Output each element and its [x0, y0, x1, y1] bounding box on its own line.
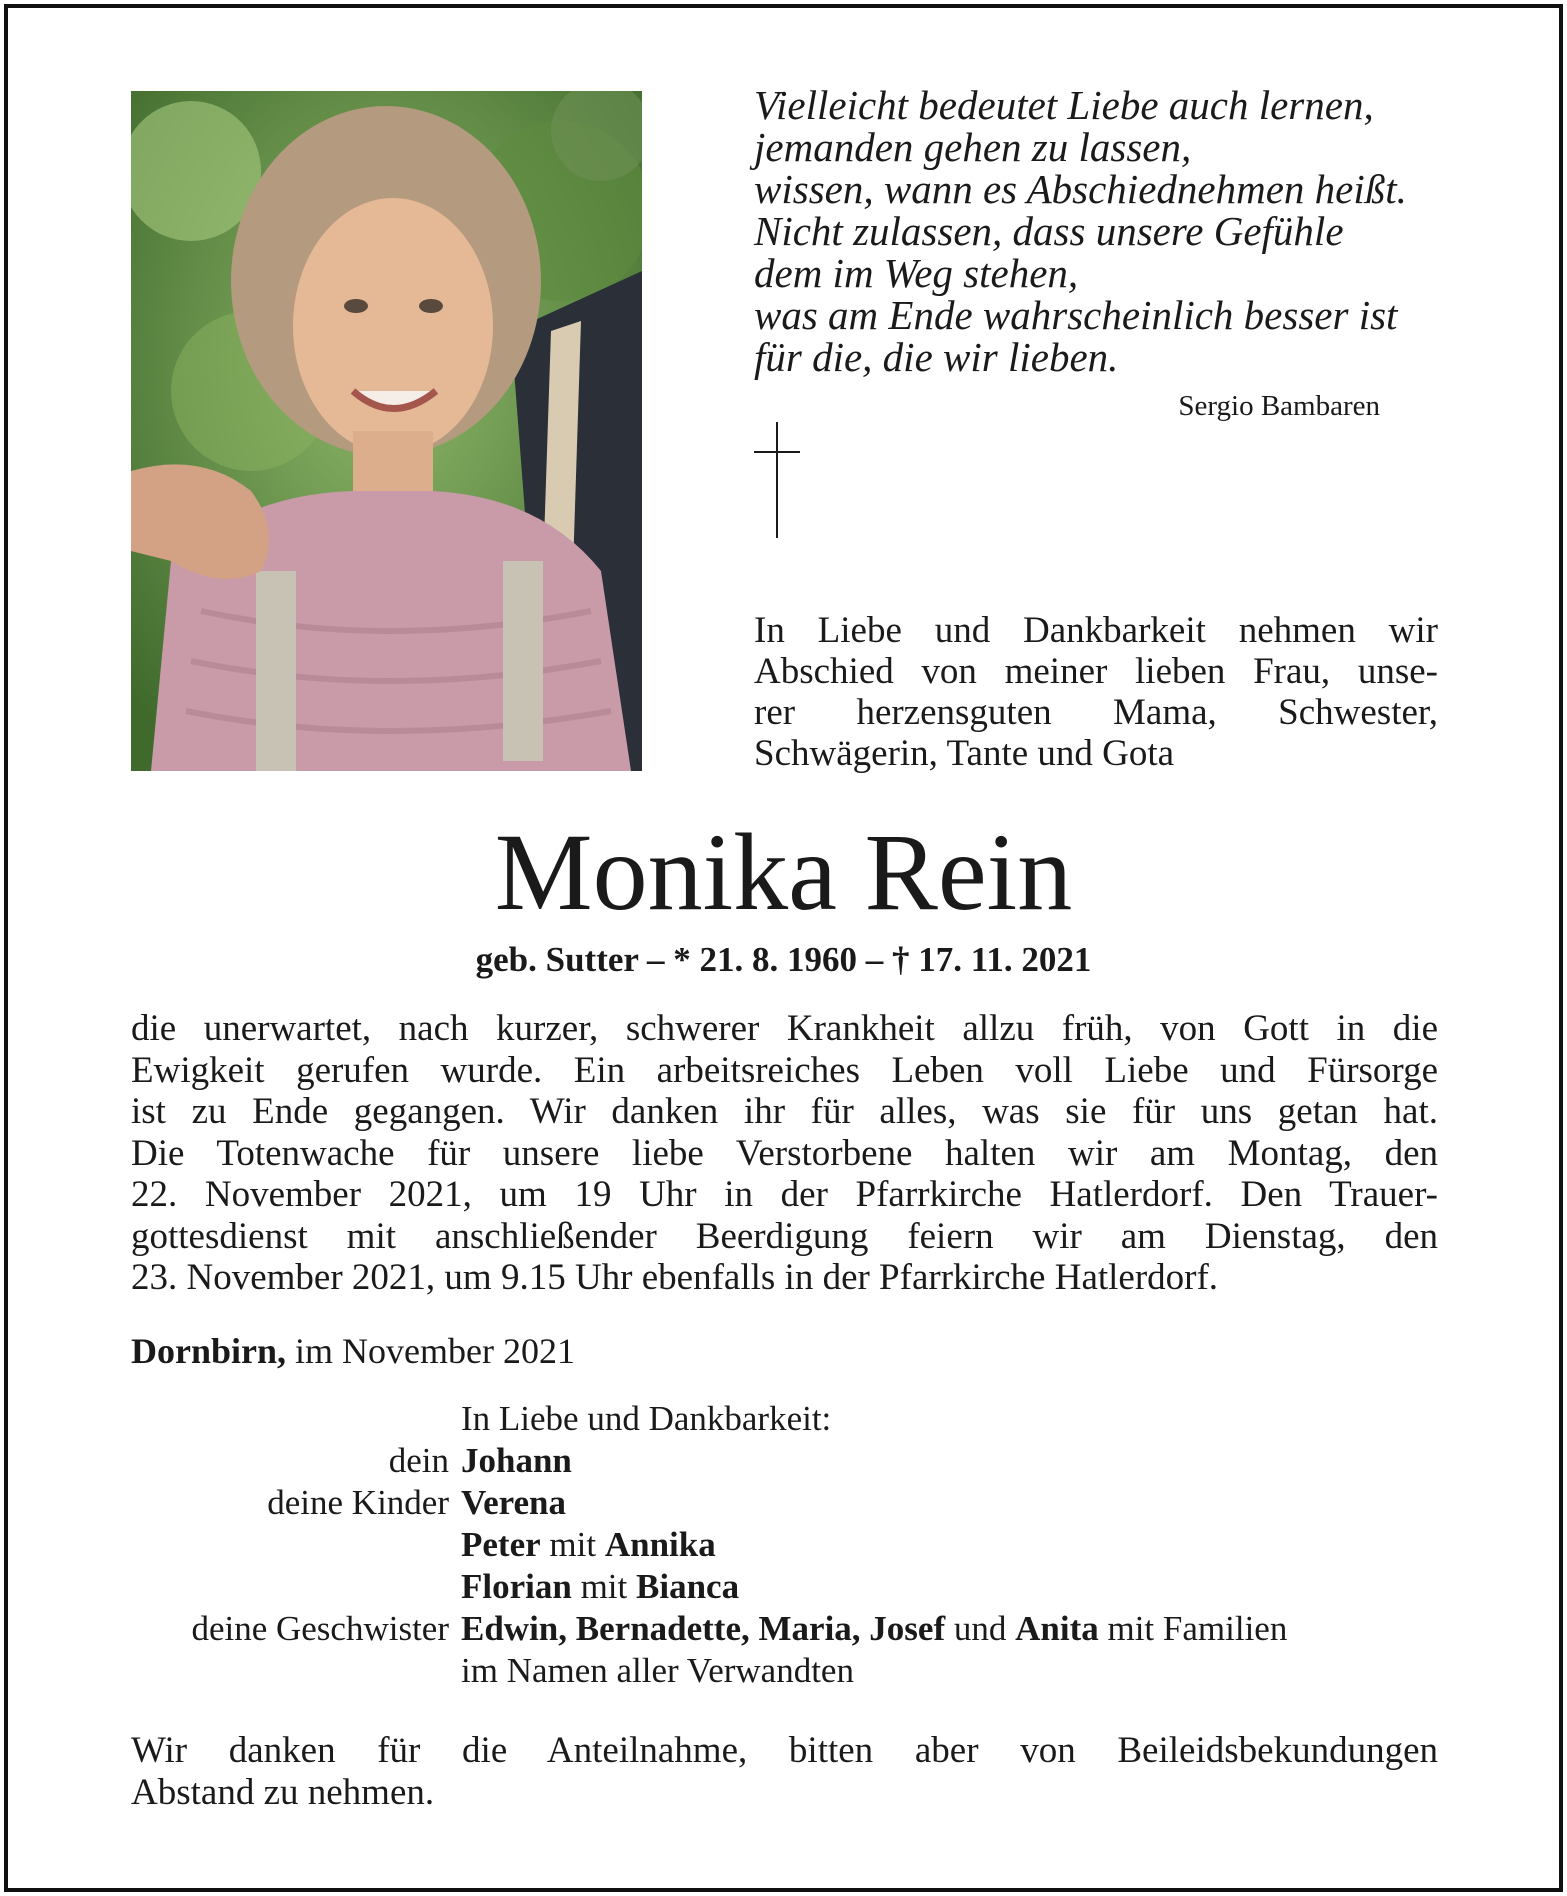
cross-icon: [754, 422, 800, 538]
signature-connector: mit Familien: [1098, 1609, 1288, 1648]
signature-row: [131, 1650, 1441, 1692]
body-text: [131, 1008, 1438, 1299]
signature-connector: im Namen aller Verwandten: [461, 1651, 854, 1690]
closing-text: [131, 1730, 1438, 1814]
place-date: [131, 1330, 575, 1372]
signature-connector: mit: [571, 1567, 637, 1606]
intro-line: Abschied von meiner lieben Frau, unse-: [754, 651, 1438, 692]
signature-relation: dein: [388, 1441, 449, 1480]
deceased-dates: geb. Sutter – * 21. 8. 1960 – † 17. 11. 2021: [475, 940, 1092, 979]
signatory-name: Peter: [461, 1525, 541, 1564]
signature-row: [131, 1482, 1441, 1524]
signature-names: [461, 1650, 854, 1692]
signature-names: [461, 1608, 1287, 1650]
intro-text: [754, 610, 1438, 774]
intro-line: In Liebe und Dankbarkeit nehmen wir: [754, 610, 1438, 651]
signature-connector: und: [945, 1609, 1016, 1648]
signature-names: [461, 1566, 739, 1608]
portrait-illustration: [131, 91, 642, 771]
signature-row: [131, 1566, 1441, 1608]
body-line: gottesdienst mit anschließender Beerdigung feiern wir am Dienstag, den: [131, 1215, 1438, 1257]
place-city: Dornbirn,: [131, 1331, 287, 1371]
poem-author: Sergio Bambaren: [1178, 390, 1380, 422]
poem-line: Nicht zulassen, dass unsere Gefühle: [754, 208, 1344, 254]
body-line: Die Totenwache für unsere liebe Verstorbene halten wir am Montag, den: [131, 1132, 1438, 1174]
signatory-name: Florian: [461, 1567, 572, 1606]
portrait-photo: [131, 91, 642, 771]
body-line: ist zu Ende gegangen. Wir danken ihr für alles, was sie für uns getan hat.: [131, 1091, 1438, 1132]
deceased-name: Monika Rein: [494, 811, 1073, 933]
signature-connector: mit: [540, 1525, 605, 1564]
poem-line: jemanden gehen zu lassen,: [754, 124, 1192, 170]
signature-block: [131, 1398, 1441, 1692]
signature-relation: deine Geschwister: [191, 1609, 449, 1648]
place-month: im November 2021: [286, 1331, 575, 1371]
poem-line: was am Ende wahrscheinlich besser ist: [754, 292, 1398, 338]
signatory-name: Johann: [461, 1441, 572, 1480]
signatory-name: Anita: [1015, 1609, 1099, 1648]
closing-line: Abstand zu nehmen.: [131, 1772, 435, 1813]
signature-relation: [131, 1650, 461, 1692]
body-line: Ewigkeit gerufen wurde. Ein arbeitsreiches Leben voll Liebe und Fürsorge: [131, 1049, 1438, 1091]
signature-row: [131, 1608, 1441, 1650]
poem-line: dem im Weg stehen,: [754, 250, 1079, 296]
body-line: 23. November 2021, um 9.15 Uhr ebenfalls in der Pfarrkirche Hatlerdorf.: [131, 1257, 1219, 1298]
signature-relation: deine Kinder: [267, 1483, 449, 1522]
signatory-name: Verena: [461, 1483, 566, 1522]
signatory-name: Annika: [604, 1525, 716, 1564]
poem-line: Vielleicht bedeutet Liebe auch lernen,: [754, 82, 1374, 128]
signature-names: [461, 1440, 572, 1482]
signature-row: [131, 1524, 1441, 1566]
signature-heading: In Liebe und Dankbarkeit:: [461, 1399, 832, 1438]
signature-names: [461, 1524, 716, 1566]
signature-relation: [131, 1524, 461, 1566]
signature-row: [131, 1440, 1441, 1482]
intro-line: rer herzensguten Mama, Schwester,: [754, 692, 1438, 733]
body-line: die unerwartet, nach kurzer, schwerer Krankheit allzu früh, von Gott in die: [131, 1008, 1438, 1049]
body-line: 22. November 2021, um 19 Uhr in der Pfarrkirche Hatlerdorf. Den Trauer-: [131, 1174, 1438, 1215]
signature-relation: [131, 1566, 461, 1608]
signature-names: [461, 1482, 566, 1524]
signatory-name: Bianca: [636, 1567, 740, 1606]
poem-line: wissen, wann es Abschiednehmen heißt.: [754, 166, 1407, 212]
signatory-name: Edwin, Bernadette, Maria, Josef: [461, 1609, 946, 1648]
poem: [754, 84, 1454, 378]
closing-line: Wir danken für die Anteilnahme, bitten aber von Beileidsbekundungen: [131, 1730, 1438, 1771]
poem-line: für die, die wir lieben.: [754, 334, 1119, 380]
intro-line: Schwägerin, Tante und Gota: [754, 733, 1175, 774]
